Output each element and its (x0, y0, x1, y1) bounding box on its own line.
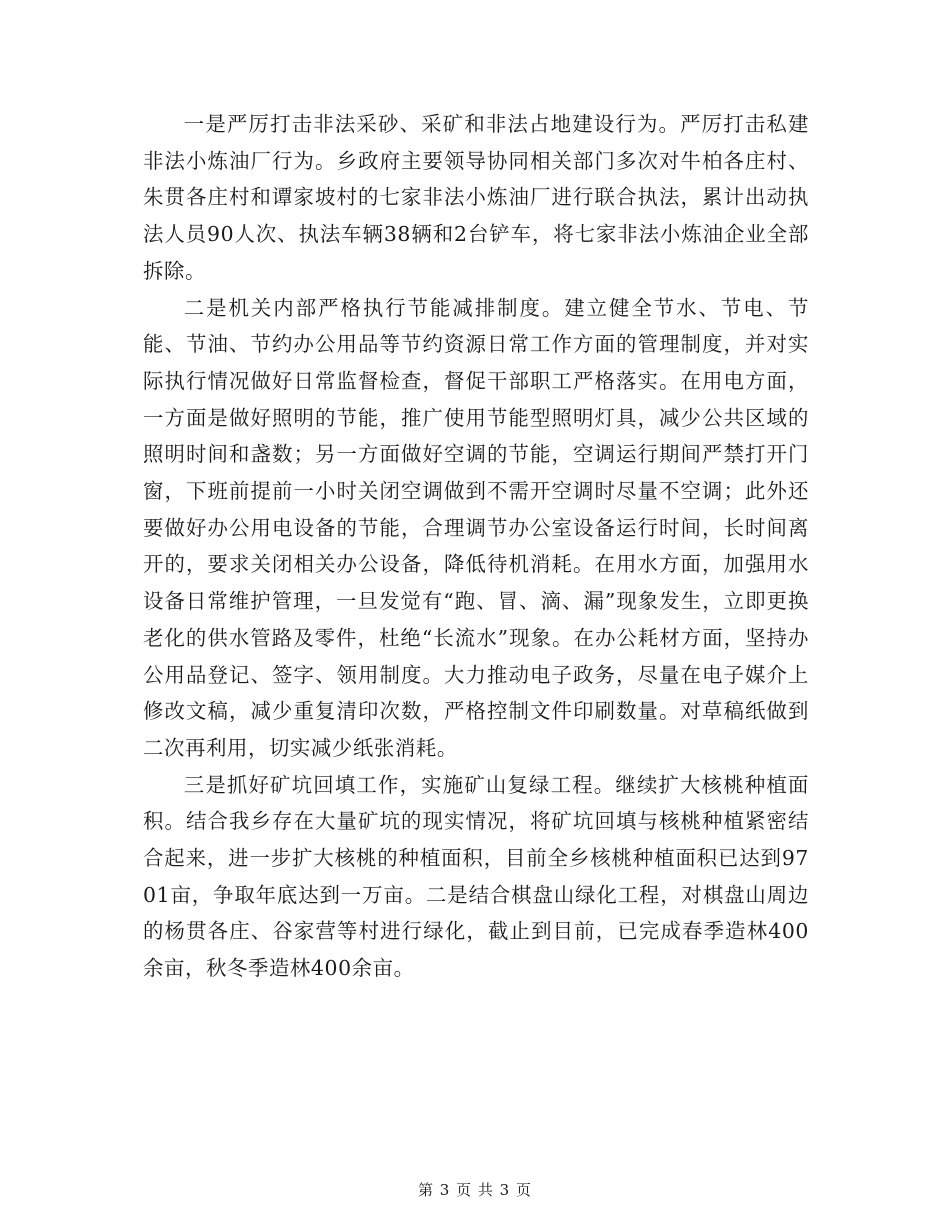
paragraph-energy-saving: 二是机关内部严格执行节能减排制度。建立健全节水、节电、节能、节油、节约办公用品等节约资源日常工作方面的管理制度，并对实际执行情况做好日常监督检查，督促干部职工严格落实。在用电方面，一方面是做好照明的节能，推广使用节能型照明灯具，减少公共区域的照明时间和盏数；另一方面做好空调的节能，空调运行期间严禁打开门窗，下班前提前一小时关闭空调做到不需开空调时尽量不空调；此外还要做好办公用电设备的节能，合理调节办公室设备运行时间，长时间离开的，要求关闭相关办公设备，降低待机消耗。在用水方面，加强用水设备日常维护管理，一旦发觉有“跑、冒、滴、漏”现象发生，立即更换老化的供水管路及零件，杜绝“长流水”现象。在办公耗材方面，坚持办公用品登记、签字、领用制度。大力推动电子政务，尽量在电子媒介上修改文稿，减少重复清印次数，严格控制文件印刷数量。对草稿纸做到二次再利用，切实减少纸张消耗。 (143, 295, 809, 760)
paragraph-mine-restoration: 三是抓好矿坑回填工作，实施矿山复绿工程。继续扩大核桃种植面积。结合我乡存在大量矿坑的现实情况，将矿坑回填与核桃种植紧密结合起来，进一步扩大核桃的种植面积，目前全乡核桃种植面积已达到9701亩，争取年底达到一万亩。二是结合棋盘山绿化工程，对棋盘山周边的杨贯各庄、谷家营等村进行绿化，截止到目前，已完成春季造林400余亩，秋冬季造林400余亩。 (143, 772, 809, 981)
page-footer: 第 3 页 共 3 页 (418, 1181, 532, 1199)
paragraph-crackdown: 一是严厉打击非法采砂、采矿和非法占地建设行为。严厉打击私建非法小炼油厂行为。乡政府主要领导协同相关部门多次对牛柏各庄村、朱贯各庄村和谭家坡村的七家非法小炼油厂进行联合执法，累计出动执法人员90人次、执法车辆38辆和2台铲车，将七家非法小炼油企业全部拆除。 (143, 112, 809, 283)
document-body (143, 106, 809, 987)
